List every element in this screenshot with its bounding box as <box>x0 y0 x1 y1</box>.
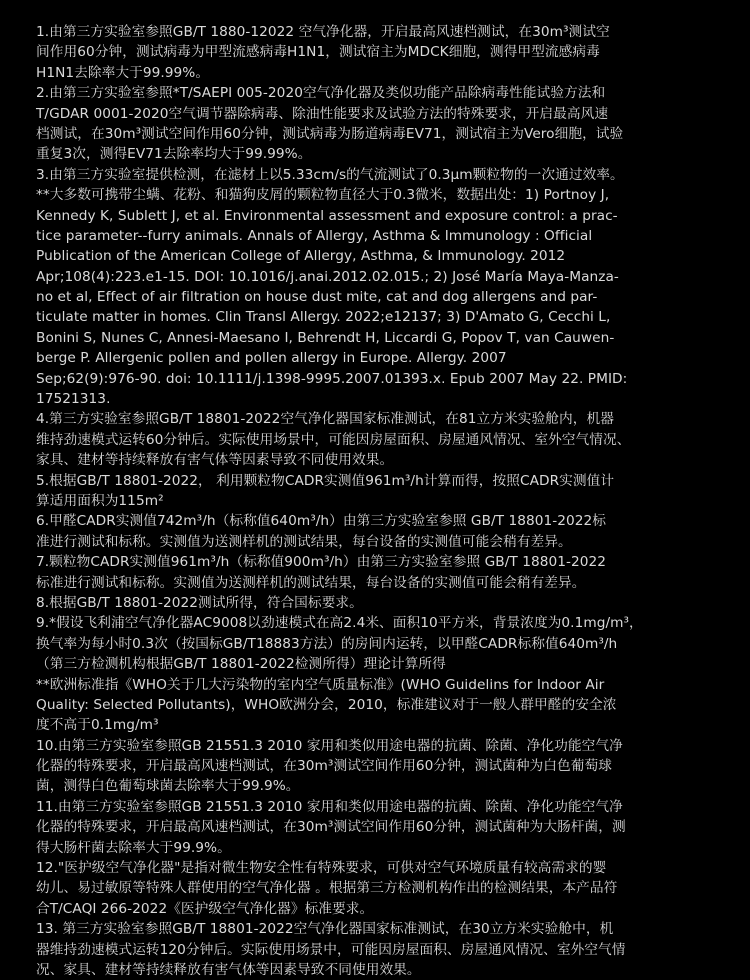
footnote-note-9 <box>36 613 728 735</box>
footnote-line: ticulate matter in homes. Clin Transl Allergy. 2022;e12137; 3) D'Amato G, Cecchi L, <box>36 309 611 326</box>
footnote-line: 化器的特殊要求，开启最高风速档测试，在30m³测试空间作用60分钟，测试菌种为大肠杆菌，测 <box>36 819 626 836</box>
footnote-line: 5.根据GB/T 18801-2022， 利用颗粒物CADR实测值961m³/h计算而得，按照CADR实测值计 <box>36 472 615 489</box>
footnote-line: Publication of the American College of Allergy, Asthma, & Immunology. 2012 <box>36 248 566 265</box>
footnote-note-12 <box>36 858 728 919</box>
footnote-line: 11.由第三方实验室参照GB 21551.3 2010 家用和类似用途电器的抗菌、除菌、净化功能空气净 <box>36 798 623 815</box>
footnote-line: 幼儿、易过敏原等特殊人群使用的空气净化器 。根据第三方检测机构作出的检测结果，本产品符 <box>36 880 618 897</box>
footnote-line: Sep;62(9):976-90. doi: 10.1111/j.1398-9995.2007.01393.x. Epub 2007 May 22. PMID: <box>36 370 628 387</box>
footnote-note-11 <box>36 797 728 858</box>
footnote-line: 6.甲醛CADR实测值742m³/h（标称值640m³/h）由第三方实验室参照 GB/T 18801-2022标 <box>36 513 607 530</box>
footnote-line: 度不高于0.1mg/m³ <box>36 717 159 734</box>
footnote-line: **大多数可携带尘螨、花粉、和猫狗皮屑的颗粒物直径大于0.3微米，数据出处：1) Portnoy J, <box>36 187 610 204</box>
footnote-note-4 <box>36 409 728 470</box>
footnote-note-5 <box>36 471 728 512</box>
footnote-line: 况、家具、建材等持续释放有害气体等因素导致不同使用效果。 <box>36 961 421 978</box>
footnote-line: 3.由第三方实验室提供检测，在滤材上以5.33cm/s的气流测试了0.3μm颗粒物的一次通过效率。 <box>36 166 624 183</box>
footnote-line: 标准进行测试和标称。实测值为送测样机的测试结果，每台设备的实测值可能会稍有差异。 <box>36 574 586 591</box>
footnote-note-13 <box>36 919 728 980</box>
footnote-note-7 <box>36 552 728 593</box>
footnote-line: Quality: Selected Pollutants)，WHO欧洲分会，2010，标准建议对于一般人群甲醛的安全浓 <box>36 696 617 713</box>
footnote-line: 换气率为每小时0.3次（按国标GB/T18883方法）的房间内运转，以甲醛CADR标称值640m³/h <box>36 635 618 652</box>
footnote-line: 4.第三方实验室参照GB/T 18801-2022空气净化器国家标准测试，在81立方米实验舱内，机器 <box>36 411 614 428</box>
footnote-line: Apr;108(4):223.e1-15. DOI: 10.1016/j.anai.2012.02.015.; 2) José María Maya-Manza- <box>36 268 619 285</box>
footnote-note-3 <box>36 165 728 410</box>
footnote-line: 菌，测得白色葡萄球菌去除率大于99.9%。 <box>36 778 300 795</box>
footnote-note-8 <box>36 593 728 613</box>
footnote-line: 化器的特殊要求，开启最高风速档测试，在30m³测试空间作用60分钟，测试菌种为白色葡萄球 <box>36 758 612 775</box>
footnote-line: tice parameter--furry animals. Annals of Allergy, Asthma & Immunology : Official <box>36 227 593 244</box>
footnote-line: 家具、建材等持续释放有害气体等因素导致不同使用效果。 <box>36 452 394 469</box>
footnote-note-1 <box>36 22 728 83</box>
footnote-line: 重复3次，测得EV71去除率均大于99.99%。 <box>36 146 312 163</box>
footnote-line: T/GDAR 0001-2020空气调节器除病毒、除油性能要求及试验方法的特殊要求，开启最高风速 <box>36 105 609 122</box>
footnote-line: 1.由第三方实验室参照GB/T 1880-12022 空气净化器，开启最高风速档测试，在30m³测试空 <box>36 24 610 40</box>
footnote-line: 7.颗粒物CADR实测值961m³/h（标称值900m³/h）由第三方实验室参照 GB/T 18801-2022 <box>36 554 607 571</box>
footnote-line: 准进行测试和标称。实测值为送测样机的测试结果，每台设备的实测值可能会稍有差异。 <box>36 533 572 550</box>
footnote-line: berge P. Allergenic pollen and pollen allergy in Europe. Allergy. 2007 <box>36 350 507 367</box>
footnote-line: 维持劲速模式运转60分钟后。实际使用场景中，可能因房屋面积、房屋通风情况、室外空气情况、 <box>36 431 631 448</box>
footnote-line: **欧洲标准指《WHO关于几大污染物的室内空气质量标准》(WHO Guidelins for Indoor Air <box>36 676 605 693</box>
footnote-line: 档测试，在30m³测试空间作用60分钟，测试病毒为肠道病毒EV71，测试宿主为Vero细胞，试验 <box>36 125 624 142</box>
footnote-line: 12."医护级空气净化器"是指对微生物安全性有特殊要求，可供对空气环境质量有较高需求的婴 <box>36 860 607 877</box>
footnote-line: 得大肠杆菌去除率大于99.9%。 <box>36 839 231 856</box>
footnote-line: no et al, Effect of air filtration on house dust mite, cat and dog allergens and par- <box>36 289 598 306</box>
footnote-line: 17521313. <box>36 391 111 408</box>
footnote-line: 间作用60分钟，测试病毒为甲型流感病毒H1N1，测试宿主为MDCK细胞，测得甲型流感病毒 <box>36 44 600 61</box>
footnote-line: H1N1去除率大于99.99%。 <box>36 64 210 81</box>
footnote-line: Bonini S, Nunes C, Annesi-Maesano I, Behrendt H, Liccardi G, Popov T, van Cauwen- <box>36 329 615 346</box>
footnote-note-10 <box>36 736 728 797</box>
footnote-line: （第三方检测机构根据GB/T 18801-2022检测所得）理论计算所得 <box>36 656 446 673</box>
footnote-line: 10.由第三方实验室参照GB 21551.3 2010 家用和类似用途电器的抗菌、除菌、净化功能空气净 <box>36 737 623 754</box>
footnote-line: 9.*假设飞利浦空气净化器AC9008以劲速模式在高2.4米、面积10平方米，背景浓度为0.1mg/m³， <box>36 615 643 632</box>
footnote-line: 13. 第三方实验室参照GB/T 18801-2022空气净化器国家标准测试，在30立方米实验舱中，机 <box>36 921 614 938</box>
footnote-line: 8.根据GB/T 18801-2022测试所得，符合国标要求。 <box>36 594 363 611</box>
footnote-note-2 <box>36 83 728 165</box>
footnote-line: Kennedy K, Sublett J, et al. Environmental assessment and exposure control: a prac- <box>36 207 618 224</box>
footnotes-list <box>36 22 728 980</box>
footnote-line: 算适用面积为115m² <box>36 492 164 509</box>
footnote-line: 2.由第三方实验室参照*T/SAEPI 005-2020空气净化器及类似功能产品除病毒性能试验方法和 <box>36 85 606 102</box>
footnote-line: 合T/CAQI 266-2022《医护级空气净化器》标准要求。 <box>36 900 374 917</box>
footnote-line: 器维持劲速模式运转120分钟后。实际使用场景中，可能因房屋面积、房屋通风情况、室外空气情 <box>36 941 626 958</box>
footnote-note-6 <box>36 511 728 552</box>
